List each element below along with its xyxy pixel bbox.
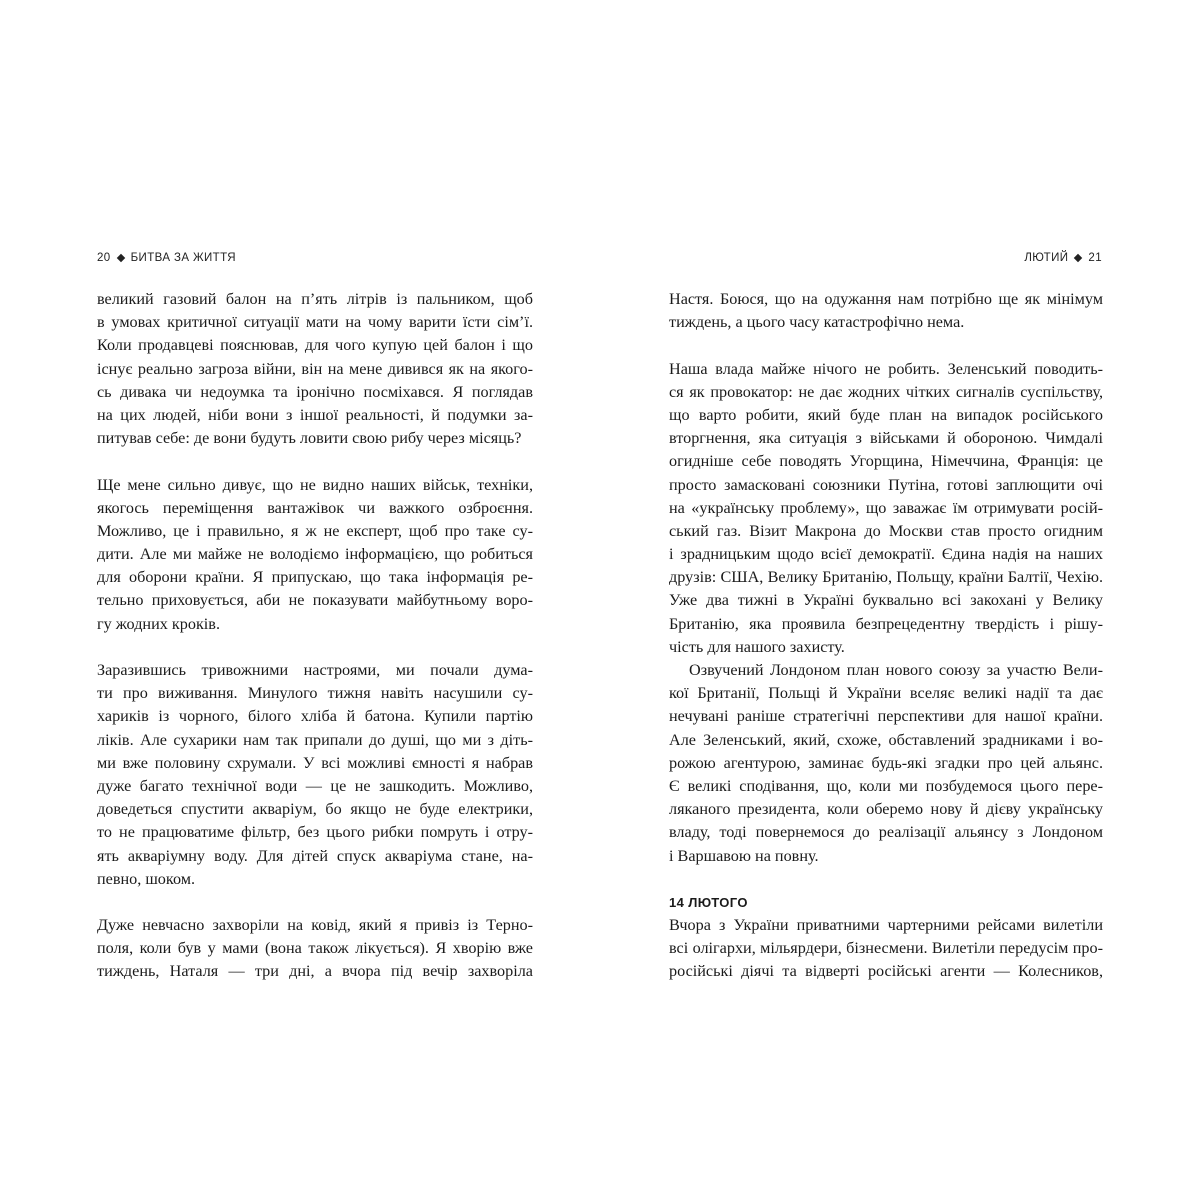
right-paragraph-3 — [669, 659, 1103, 868]
text-line: Коли продавцеві пояснював, для чого купую цей балон і що — [97, 336, 533, 355]
text-line: ляканого президента, коли оберемо нову й дієву українську — [669, 800, 1103, 819]
left-paragraph-1 — [97, 288, 533, 450]
text-line: нечувані раніше стратегічні перспективи для нашої країни. — [669, 707, 1103, 726]
right-page — [600, 0, 1200, 1200]
text-line: кої Британії, Польщі й України вселяє великі надії та дає — [669, 684, 1103, 703]
text-line: Настя. Боюся, що на одужання нам потрібно ще як мінімум — [669, 290, 1103, 308]
text-line: тиждень, Наталя — три дні, а вчора під вечір захворіла — [97, 962, 533, 981]
text-line: Але Зеленський, який, схоже, обставлений зрадниками і во- — [669, 730, 1103, 749]
date-subheading: 14 ЛЮТОГО — [669, 894, 748, 910]
text-line: ять акваріумну воду. Для дітей спуск акваріума стане, на- — [97, 846, 533, 865]
right-paragraph-1 — [669, 288, 1103, 334]
right-body-text — [669, 288, 1103, 984]
text-line: чість для нашого захисту. — [669, 637, 845, 656]
text-line: тиждень, а цього часу катастрофічно нема. — [669, 313, 965, 332]
text-line: ся як провокатор: не дає жодних чітких сигналів суспільству, — [669, 382, 1103, 401]
text-line: огидніше себе поводять Угорщина, Німеччина, Франція: це — [669, 452, 1103, 471]
text-line: існує реально загроза війни, він на мене дивився як на якого- — [97, 359, 533, 378]
text-line: Наша влада майже нічого не робить. Зеленський поводить- — [669, 359, 1103, 378]
diamond-ornament-icon — [1074, 254, 1082, 262]
text-line: певно, шоком. — [97, 869, 196, 888]
text-line: просто замасковані союзники Путіна, готові заплющити очі — [669, 475, 1103, 494]
left-paragraph-2 — [97, 474, 533, 636]
text-line: питував себе: де вони будуть ловити свою рибу через місяць? — [97, 429, 522, 448]
text-line: всі олігархи, мільярдери, бізнесмени. Вилетіли передусім про- — [669, 939, 1103, 958]
text-line: хариків із чорного, білого хліба й батона. Купили партію — [97, 707, 533, 726]
right-paragraph-4 — [669, 914, 1103, 984]
text-line: ліків. Але сухарики нам так припали до душі, що ми з діть- — [97, 730, 533, 749]
left-paragraph-4 — [97, 914, 533, 984]
text-line: вторгнення, яка ситуація з військами й обороною. Чимдалі — [669, 429, 1103, 448]
text-line: Озвучений Лондоном план нового союзу за участю Вели- — [689, 661, 1103, 679]
text-line: що варто робити, який буде план на випадок російського — [669, 405, 1103, 424]
text-line: рожою агентурою, заминає будь-які згадки про цей альянс. — [669, 753, 1103, 772]
text-line: доведеться спустити акваріум, бо якщо не буде електрики, — [97, 800, 533, 819]
text-line: Можливо, це і правильно, я ж не експерт, щоб про таке су- — [97, 521, 533, 540]
text-line: Вчора з України приватними чартерними рейсами вилетіли — [669, 916, 1103, 935]
text-line: великий газовий балон на п’ять літрів із пальником, щоб — [97, 290, 533, 308]
text-line: поля, коли був у мами (вона також лікується). Я хворію вже — [97, 939, 533, 958]
right-running-head — [1024, 252, 1102, 264]
diamond-ornament-icon — [116, 254, 124, 262]
text-line: Уже два тижні в Україні буквально всі закохані у Велику — [669, 591, 1103, 610]
left-body-text — [97, 288, 533, 984]
text-line: російські діячі та відверті російські агенти — Колесников, — [669, 962, 1103, 981]
right-paragraph-2 — [669, 358, 1103, 659]
text-line: ти про виживання. Минулого тижня навіть насушили су- — [97, 684, 533, 703]
right-page-number: 21 — [1088, 252, 1102, 264]
left-running-head — [97, 252, 236, 264]
left-paragraph-3 — [97, 659, 533, 891]
text-line: владу, тоді повернемося до реалізації альянсу з Лондоном — [669, 823, 1103, 842]
text-line: то не працюватиме фільтр, без цього рибки помруть і отру- — [97, 823, 533, 842]
text-line: гу жодних кроків. — [97, 614, 220, 633]
left-running-title: БИТВА ЗА ЖИТТЯ — [130, 252, 236, 264]
text-line: дуже багато технічної води — це не зашкодить. Можливо, — [97, 776, 533, 795]
right-running-title: ЛЮТИЙ — [1024, 252, 1069, 264]
text-line: на цих людей, ніби вони з іншої реальності, й подумки за- — [97, 405, 533, 424]
text-line: Ще мене сильно дивує, що не видно наших військ, техніки, — [97, 475, 533, 494]
text-line: дити. Але ми майже не володіємо інформацією, що робиться — [97, 545, 533, 564]
text-line: ми вже половину схрумали. У всі можливі ємності я набрав — [97, 753, 533, 772]
text-line: сь дивака чи недоумка та іронічно посміхався. Я поглядав — [97, 382, 533, 401]
text-line: Британію, яка проявила безпрецедентну твердість і рішу- — [669, 614, 1103, 633]
text-line: і Варшавою на повну. — [669, 846, 819, 865]
text-line: на «українську проблему», що заважає їм отримувати росій- — [669, 498, 1103, 517]
text-line: Є великі сподівання, що, коли ми позбудемося цього пере- — [669, 776, 1103, 795]
text-line: і зрадницьким щодо всієї демократії. Єдина надія на наших — [669, 545, 1103, 564]
text-line: тельно приховується, аби не показувати майбутньому воро- — [97, 591, 533, 610]
text-line: для оборони країни. Я припускаю, що така інформація ре- — [97, 568, 533, 587]
text-line: якогось переміщення вантажівок чи важкого озброєння. — [97, 498, 533, 517]
text-line: друзів: США, Велику Британію, Польщу, країни Балтії, Чехію. — [669, 568, 1103, 587]
text-line: Дуже невчасно захворіли на ковід, який я привіз із Терно- — [97, 916, 533, 935]
text-line: Заразившись тривожними настроями, ми почали дума- — [97, 661, 533, 679]
text-line: ський газ. Візит Макрона до Москви став просто огидним — [669, 521, 1103, 540]
text-line: в умовах критичної ситуації мати на чому варити їсти сім’ї. — [97, 313, 533, 332]
left-page-number: 20 — [97, 252, 111, 264]
